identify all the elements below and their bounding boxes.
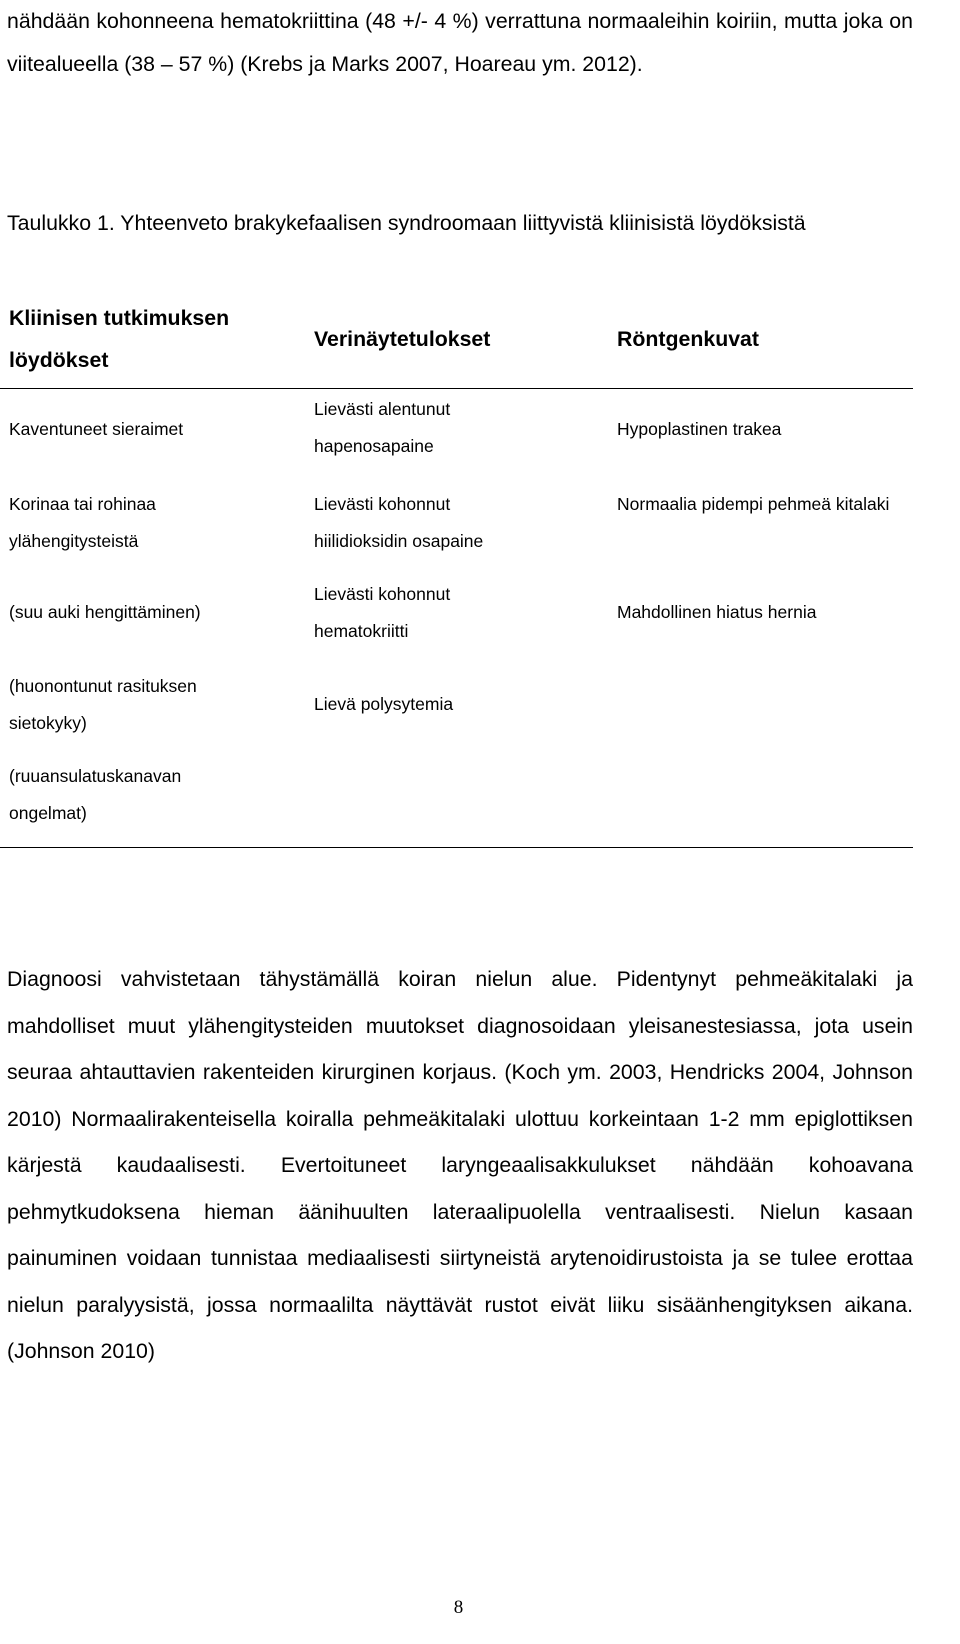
table-header-blood: Verinäytetulokset	[314, 327, 491, 351]
table-cell: Mahdollinen hiatus hernia	[617, 602, 817, 622]
table-cell: Kaventuneet sieraimet	[9, 419, 184, 439]
table-cell: (ruuansulatuskanavan ongelmat)	[9, 766, 182, 823]
table-cell: (suu auki hengittäminen)	[9, 602, 201, 622]
table-header-clinical: Kliinisen tutkimuksen löydökset	[9, 306, 230, 372]
table-cell: Korinaa tai rohinaa ylähengitysteistä	[9, 494, 156, 551]
table-cell: Lievästi kohonnut hematokriitti	[314, 584, 451, 641]
table-cell: Lievästi kohonnut hiilidioksidin osapaine	[314, 494, 484, 551]
page-number: 8	[453, 1597, 464, 1618]
table-cell: Normaalia pidempi pehmeä kitalaki	[617, 494, 890, 514]
table-cell: Hypoplastinen trakea	[617, 419, 782, 439]
table-bottom-rule	[0, 847, 913, 848]
table-cell: (huonontunut rasituksen sietokyky)	[9, 676, 197, 733]
table-header-xray: Röntgenkuvat	[617, 327, 759, 351]
table-cell: Lievä polysytemia	[314, 694, 454, 714]
body-paragraph: Diagnoosi vahvistetaan tähystämällä koiran nielun alue. Pidentynyt pehmeäkitalaki ja mahdolliset muut ylähengitysteiden muutokset diagnosoidaan yleisanestesiassa, jota usein seuraa ahtauttavien rakenteiden kirurginen korjaus. (Koch ym. 2003, Hendricks 2004, Johnson 2010) Normaalirakenteisella koiralla pehmeäkitalaki ulottuu korkeintaan 1-2 mm epiglottiksen kärjestä kaudaalisesti. Evertoituneet laryngeaalisakkulukset nähdään kohoavana pehmytkudoksena hieman äänihuulten lateraalipuolella ventraalisesti. Nielun kasaan painuminen voidaan tunnistaa mediaalisesti siirtyneistä arytenoidirustoista ja se tulee erottaa nielun paralyysistä, jossa normaalilta näyttävät rustot eivät liiku sisäänhengityksen aikana. (Johnson 2010)	[7, 967, 913, 1363]
table-caption: Taulukko 1. Yhteenveto brakykefaalisen syndroomaan liittyvistä kliinisistä löydöksistä	[7, 211, 806, 235]
intro-paragraph: nähdään kohonneena hematokriittina (48 +/- 4 %) verrattuna normaaleihin koiriin, mutta joka on viitealueella (38 – 57 %) (Krebs ja Marks 2007, Hoareau ym. 2012).	[7, 9, 913, 76]
table-cell: Lievästi alentunut hapenosapaine	[314, 399, 451, 456]
table-header-rule	[0, 388, 913, 389]
